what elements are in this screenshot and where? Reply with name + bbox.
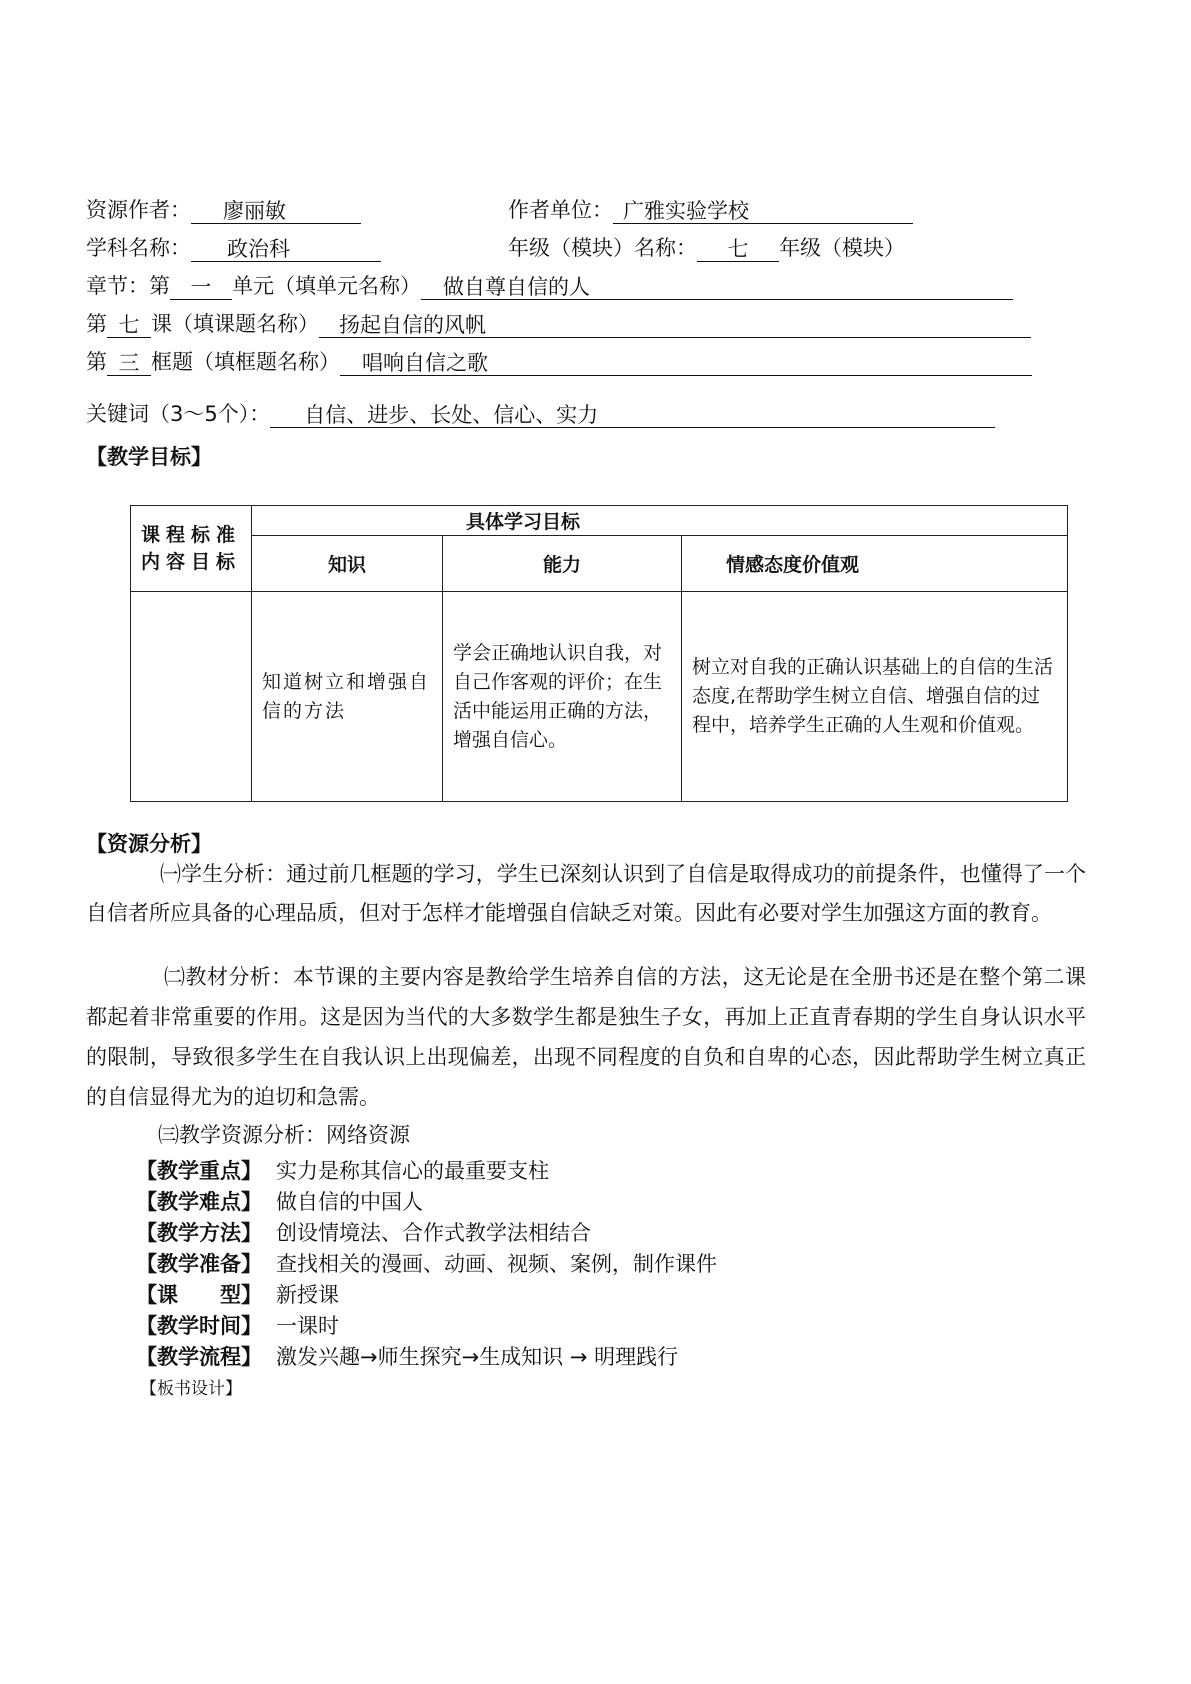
unit-no-field <box>170 273 232 300</box>
student-analysis <box>86 855 1086 933</box>
lesson-no: 七 <box>118 313 140 337</box>
keywords-row <box>86 400 995 428</box>
subject-value: 政治科 <box>227 237 290 261</box>
frame-no-field <box>107 349 151 376</box>
grade-suffix: 年级（模块） <box>779 236 905 260</box>
item-value: 查找相关的漫画、动画、视频、案例，制作课件 <box>276 1252 717 1276</box>
list-item <box>136 1219 717 1250</box>
material-label: ㈡教材分析： <box>164 965 293 989</box>
lesson-label: 课（填课题名称） <box>151 312 319 336</box>
org-label: 作者单位： <box>508 198 613 222</box>
student-text: 通过前几框题的学习，学生已深刻认识到了自信是取得成功的前提条件，也懂得了一个自信者所应具备的心理品质，但对于怎样才能增强自信缺乏对策。因此有必要对学生加强这方面的教育。 <box>86 862 1086 925</box>
analysis-heading: 【资源分析】 <box>86 832 212 856</box>
material-text: 本节课的主要内容是教给学生培养自信的方法，这无论是在全册书还是在整个第二课都起着非常重要的作用。这是因为当代的大多数学生都是独生子女，再加上正直青春期的学生自身认识水平的限制，导致很多学生在自我认识上出现偏差，出现不同程度的自负和自卑的心态，因此帮助学生树立真正的自信显得尤为的迫切和急需。 <box>86 965 1087 1109</box>
grade-label: 年级（模块）名称： <box>508 236 697 260</box>
grade-value: 七 <box>727 237 749 261</box>
col-specific-header: 具体学习目标 <box>252 506 1068 536</box>
org-field <box>613 197 913 224</box>
org-value: 广雅实验学校 <box>623 199 749 223</box>
item-label: 【教学时间】 <box>136 1314 262 1338</box>
item-value: 创设情境法、合作式教学法相结合 <box>276 1221 591 1245</box>
subject-field <box>191 235 381 262</box>
student-label: ㈠学生分析： <box>160 862 287 886</box>
author-field <box>191 197 361 224</box>
col-attitude-header: 情感态度价值观 <box>682 536 1068 592</box>
standard-cell <box>131 592 252 802</box>
subject-label: 学科名称： <box>86 236 191 260</box>
chapter-prefix: 章节：第 <box>86 274 170 298</box>
lesson-name-field <box>319 311 1031 338</box>
knowledge-cell: 知道树立和增强自信的方法 <box>252 592 443 802</box>
item-label: 【课 型】 <box>136 1283 262 1307</box>
resource-text: 网络资源 <box>326 1123 410 1147</box>
item-value: 新授课 <box>276 1283 339 1307</box>
keywords-field <box>270 401 995 428</box>
lesson-prefix: 第 <box>86 312 107 336</box>
item-value: 激发兴趣→师生探究→生成知识 → 明理践行 <box>276 1345 679 1369</box>
unit-no: 一 <box>190 275 212 299</box>
author-row <box>86 196 361 224</box>
item-label: 【教学流程】 <box>136 1345 262 1369</box>
frame-row <box>86 348 1032 376</box>
list-item <box>136 1250 717 1281</box>
grade-field <box>697 235 779 262</box>
list-item <box>136 1157 717 1188</box>
list-item <box>136 1188 717 1219</box>
item-list <box>136 1157 717 1374</box>
resource-analysis <box>158 1121 410 1149</box>
author-value: 廖丽敏 <box>223 199 286 223</box>
unit-name-field <box>421 273 1013 300</box>
keywords-value: 自信、进步、长处、信心、实力 <box>304 403 599 427</box>
org-row <box>508 196 913 224</box>
goals-table <box>130 505 1068 802</box>
lesson-no-field <box>107 311 151 338</box>
col-standard-header: 课程标准内容目标 <box>131 506 252 592</box>
subject-row <box>86 234 381 262</box>
author-label: 资源作者： <box>86 198 191 222</box>
lesson-row <box>86 310 1031 338</box>
item-label: 【教学难点】 <box>136 1190 262 1214</box>
unit-name: 做自尊自信的人 <box>443 275 590 299</box>
item-label: 【教学重点】 <box>136 1159 262 1183</box>
item-value: 做自信的中国人 <box>276 1190 423 1214</box>
material-analysis <box>86 957 1086 1117</box>
goals-heading: 【教学目标】 <box>86 445 212 469</box>
frame-name: 唱响自信之歌 <box>362 351 488 375</box>
col-knowledge-header: 知识 <box>252 536 443 592</box>
item-label: 【教学准备】 <box>136 1252 262 1276</box>
frame-prefix: 第 <box>86 350 107 374</box>
list-item <box>136 1312 717 1343</box>
list-item <box>136 1343 717 1374</box>
keywords-label: 关键词（3～5个）： <box>86 402 271 426</box>
ability-cell: 学会正确地认识自我，对自己作客观的评价；在生活中能运用正确的方法，增强自信心。 <box>443 592 682 802</box>
board-design-label: 【板书设计】 <box>140 1379 242 1399</box>
list-item <box>136 1281 717 1312</box>
lesson-name: 扬起自信的风帆 <box>339 313 486 337</box>
resource-label: ㈢教学资源分析： <box>158 1123 326 1147</box>
frame-label: 框题（填框题名称） <box>151 350 340 374</box>
item-label: 【教学方法】 <box>136 1221 262 1245</box>
item-value: 实力是称其信心的最重要支柱 <box>276 1159 549 1183</box>
chapter-row <box>86 272 1013 300</box>
frame-no: 三 <box>118 351 140 375</box>
col-ability-header: 能力 <box>443 536 682 592</box>
attitude-cell: 树立对自我的正确认识基础上的自信的生活态度,在帮助学生树立自信、增强自信的过程中，培养学生正确的人生观和价值观。 <box>682 592 1068 802</box>
unit-label: 单元（填单元名称） <box>232 274 421 298</box>
item-value: 一课时 <box>276 1314 339 1338</box>
frame-name-field <box>340 349 1032 376</box>
grade-row <box>508 234 905 262</box>
